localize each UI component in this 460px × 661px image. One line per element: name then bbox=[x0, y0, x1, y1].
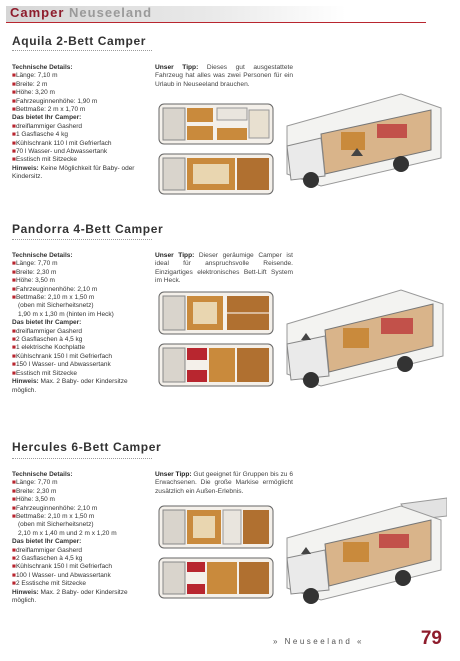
floorplan-bottom-view bbox=[159, 154, 273, 194]
feature-item: ■dreiflammiger Gasherd bbox=[12, 122, 83, 130]
page-title-sub: Neuseeland bbox=[69, 5, 153, 20]
tip-label: Unser Tipp: bbox=[155, 471, 192, 478]
section-divider bbox=[12, 239, 152, 240]
specs-heading: Technische Details: bbox=[12, 252, 73, 259]
floorplan-bottom-view bbox=[159, 344, 273, 386]
floorplan-top-view bbox=[159, 104, 273, 144]
spec-item: ■Länge: 7,10 m bbox=[12, 72, 58, 80]
spec-item: 1,90 m x 1,30 m (hinten im Heck) bbox=[18, 310, 114, 318]
feature-item: ■2 Gasflaschen à 4,5 kg bbox=[12, 336, 83, 344]
floorplan-top-view bbox=[159, 506, 273, 548]
spec-item: ■Höhe: 3,50 m bbox=[12, 496, 55, 504]
specs-heading: Technische Details: bbox=[12, 471, 73, 478]
spec-item: ■Höhe: 3,50 m bbox=[12, 277, 55, 285]
floorplan-hercules bbox=[157, 504, 275, 602]
feature-item: ■150 l Wasser- und Abwassertank bbox=[12, 361, 111, 369]
spec-item: (oben mit Sicherheitsnetz) bbox=[18, 521, 94, 529]
spec-item: ■Bettmaße: 2 m x 1,70 m bbox=[12, 106, 86, 114]
feature-item: ■2 Esstische mit Sitzecke bbox=[12, 580, 87, 588]
spec-item: ■Fahrzeuginnenhöhe: 2,10 m bbox=[12, 285, 98, 293]
tip-label: Unser Tipp: bbox=[155, 64, 199, 71]
note: Hinweis: Max. 2 Baby- oder Kindersitze möglich. bbox=[12, 588, 128, 605]
spec-item: ■Höhe: 3,20 m bbox=[12, 89, 55, 97]
camper-illustration-hercules bbox=[281, 494, 447, 606]
camper-illustration-aquila bbox=[281, 86, 447, 192]
feature-item: ■Kühlschrank 150 l mit Gefrierfach bbox=[12, 563, 113, 571]
feature-item: ■70 l Wasser- und Abwassertank bbox=[12, 148, 108, 156]
feature-item: ■Kühlschrank 110 l mit Gefrierfach bbox=[12, 139, 112, 147]
tip-hercules bbox=[155, 471, 293, 496]
spec-item: ■Bettmaße: 2,10 m x 1,50 m bbox=[12, 294, 95, 302]
page-number: 79 bbox=[420, 628, 442, 649]
feature-item: ■2 Gasflaschen à 4,5 kg bbox=[12, 555, 83, 563]
section-title-pandorra: Pandorra 4-Bett Camper bbox=[12, 222, 164, 236]
floorplan-pandorra bbox=[157, 290, 275, 390]
section-title-aquila: Aquila 2-Bett Camper bbox=[12, 34, 147, 48]
feature-item: ■100 l Wasser- und Abwassertank bbox=[12, 571, 111, 579]
spec-item: ■Breite: 2,30 m bbox=[12, 487, 57, 495]
features-heading: Das bietet Ihr Camper: bbox=[12, 319, 82, 327]
feature-item: ■Kühlschrank 150 l mit Gefrierfach bbox=[12, 352, 113, 360]
page-title bbox=[10, 5, 152, 20]
features-heading: Das bietet Ihr Camper: bbox=[12, 114, 82, 122]
feature-item: ■dreiflammiger Gasherd bbox=[12, 546, 83, 554]
features-heading: Das bietet Ihr Camper: bbox=[12, 538, 82, 546]
section-divider bbox=[12, 458, 152, 459]
floorplan-aquila bbox=[157, 102, 275, 198]
tip-aquila bbox=[155, 64, 293, 89]
feature-item: ■dreiflammiger Gasherd bbox=[12, 327, 83, 335]
header-rule bbox=[6, 22, 426, 23]
tip-text: Gut geeignet für Gruppen bis zu 6 Erwachsenen. Die große Markise ermöglicht zusätzlich ein Außen-Erlebnis. bbox=[155, 471, 294, 495]
section-divider bbox=[12, 50, 152, 51]
floorplan-top-view bbox=[159, 292, 273, 334]
camper-illustration-pandorra bbox=[281, 284, 447, 390]
tip-text: Dieser geräumige Camper ist ideal für anspruchsvolle Reisende. Einzigartiges elektronisches Bett-Lift System im Heck. bbox=[155, 252, 293, 285]
specs-hercules bbox=[12, 471, 152, 606]
spec-item: ■Länge: 7,70 m bbox=[12, 260, 58, 268]
feature-item: ■Esstisch mit Sitzecke bbox=[12, 369, 77, 377]
feature-item: ■1 Gasflasche 4 kg bbox=[12, 131, 68, 139]
footer-label: » Neuseeland « bbox=[272, 637, 364, 646]
spec-item: ■Fahrzeuginnenhöhe: 2,10 m bbox=[12, 504, 98, 512]
note: Hinweis: Max. 2 Baby- oder Kindersitze möglich. bbox=[12, 378, 128, 394]
specs-heading: Technische Details: bbox=[12, 64, 73, 71]
specs-pandorra bbox=[12, 252, 152, 395]
section-title-hercules: Hercules 6-Bett Camper bbox=[12, 440, 162, 454]
tip-text: Dieses gut ausgestattete Fahrzeug hat alles was zwei Personen für ein Urlaub in Neuseeland brauchen. bbox=[155, 64, 293, 88]
page-title-main: Camper bbox=[10, 5, 65, 20]
feature-item: ■1 elektrische Kochplatte bbox=[12, 344, 85, 352]
spec-item: ■Breite: 2,30 m bbox=[12, 268, 57, 276]
tip-pandorra bbox=[155, 252, 293, 286]
spec-item: ■Breite: 2 m bbox=[12, 80, 48, 88]
spec-item: ■Länge: 7,70 m bbox=[12, 479, 58, 487]
tip-label: Unser Tipp: bbox=[155, 252, 195, 259]
spec-item: 2,10 m x 1,40 m und 2 m x 1,20 m bbox=[18, 529, 117, 537]
floorplan-bottom-view bbox=[159, 558, 273, 598]
note: Hinweis: Keine Möglichkeit für Baby- oder Kindersitz. bbox=[12, 164, 135, 181]
spec-item: ■Bettmaße: 2,10 m x 1,50 m bbox=[12, 513, 95, 521]
spec-item: ■Fahrzeuginnenhöhe: 1,90 m bbox=[12, 97, 98, 105]
feature-item: ■Esstisch mit Sitzecke bbox=[12, 156, 77, 164]
specs-aquila bbox=[12, 64, 152, 182]
spec-item: (oben mit Sicherheitsnetz) bbox=[18, 302, 94, 310]
